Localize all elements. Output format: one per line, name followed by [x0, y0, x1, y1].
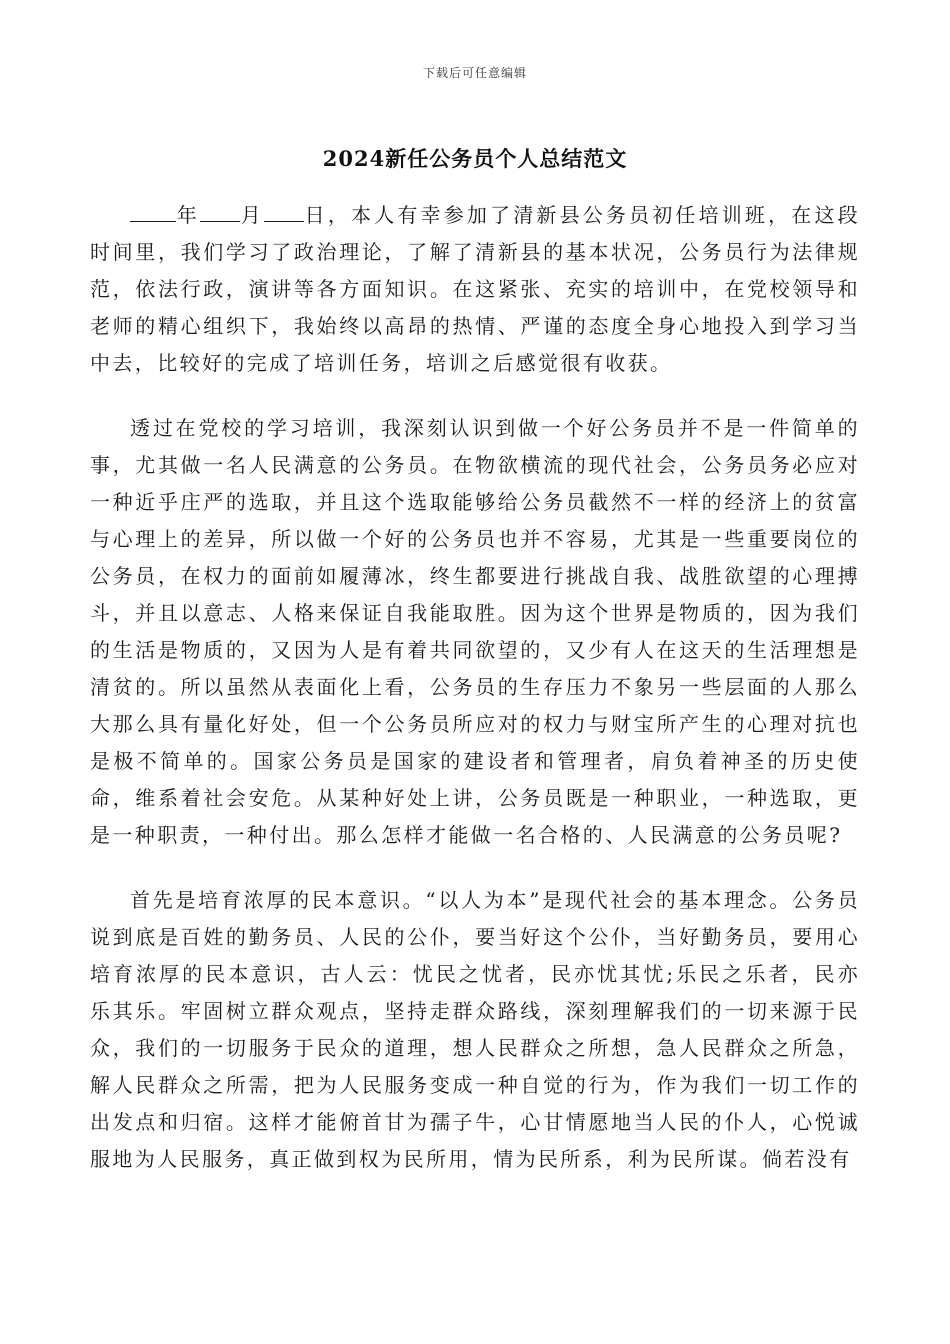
header-note: 下载后可任意编辑 [422, 66, 527, 80]
document-body [90, 197, 860, 1206]
blank-year [130, 199, 176, 222]
year-label: 年 [176, 203, 200, 227]
day-label: 日 [303, 203, 328, 227]
blank-day [264, 199, 304, 222]
paragraph-2: 透过在党校的学习培训，我深刻认识到做一个好公务员并不是一件简单的事，尤其做一名人民满意的公务员。在物欲横流的现代社会，公务员务必应对一种近乎庄严的选取，并且这个选取能够给公务员截然不一样的经济上的贫富与心理上的差异，所以做一个好的公务员也并不容易，尤其是一些重要岗位的公务员，在权力的面前如履薄冰，终生都要进行挑战自我、战胜欲望的心理搏斗，并且以意志、人格来保证自我能取胜。因为这个世界是物质的，因为我们的生活是物质的，又因为人是有着共同欲望的，又少有人在这天的生活理想是清贫的。所以虽然从表面化上看，公务员的生存压力不象另一些层面的人那么大那么具有量化好处，但一个公务员所应对的权力与财宝所产生的心理对抗也是极不简单的。国家公务员是国家的建设者和管理者，肩负着神圣的历史使命，维系着社会安危。从某种好处上讲，公务员既是一种职业，一种选取，更是一种职责，一种付出。那么怎样才能做一名合格的、人民满意的公务员呢? [90, 416, 860, 847]
document-title: 2024新任公务员个人总结范文 [322, 146, 628, 171]
paragraph-1-text: ，本人有幸参加了清新县公务员初任培训班，在这段时间里，我们学习了政治理论，了解了清新县的基本状况，公务员行为法律规范，依法行政，演讲等各方面知识。在这紧张、充实的培训中，在党校领导和老师的精心组织下，我始终以高昂的热情、严谨的态度全身心地投入到学习当中去，比较好的完成了培训任务，培训之后感觉很有收获。 [90, 203, 861, 375]
blank-month [200, 199, 240, 222]
paragraph-3: 首先是培育浓厚的民本意识。“以人为本”是现代社会的基本理念。公务员说到底是百姓的勤务员、人民的公仆，要当好这个公仆，当好勤务员，要用心培育浓厚的民本意识，古人云：忧民之忧者，民亦忧其忧;乐民之乐者，民亦乐其乐。牢固树立群众观点，坚持走群众路线，深刻理解我们的一切来源于民众，我们的一切服务于民众的道理，想人民群众之所想，急人民群众之所急，解人民群众之所需，把为人民服务变成一种自觉的行为，作为我们一切工作的出发点和归宿。这样才能俯首甘为孺子牛，心甘情愿地当人民的仆人，心悦诚服地为人民服务，真正做到权为民所用，情为民所系，利为民所谋。倘若没有 [90, 888, 860, 1171]
paragraph-1 [90, 197, 860, 382]
month-label: 月 [239, 203, 264, 227]
